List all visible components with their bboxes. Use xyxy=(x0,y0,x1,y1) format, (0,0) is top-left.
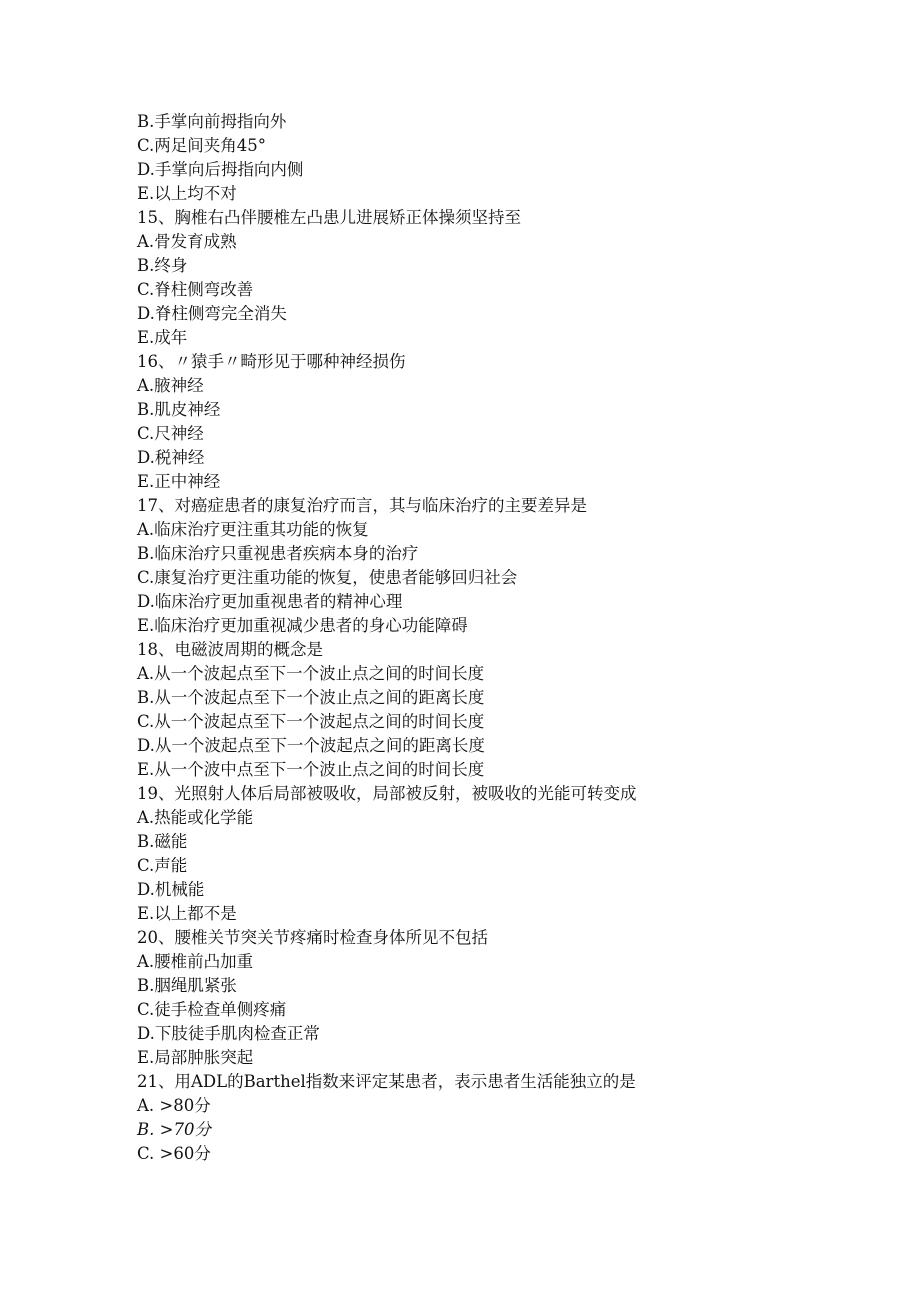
option-line: B.肌皮神经 xyxy=(137,400,221,419)
option-line: A.从一个波起点至下一个波止点之间的时间长度 xyxy=(137,664,485,683)
option-line: C.康复治疗更注重功能的恢复，使患者能够回归社会 xyxy=(137,568,518,587)
question-line: 21、用ADL的Barthel指数来评定某患者，表示患者生活能独立的是 xyxy=(137,1072,636,1091)
option-line: A.临床治疗更注重其功能的恢复 xyxy=(137,520,369,539)
option-line: D.从一个波起点至下一个波起点之间的距离长度 xyxy=(137,736,485,755)
option-line: A.腋神经 xyxy=(137,376,204,395)
option-line: C.两足间夹角45° xyxy=(137,136,267,155)
option-line: C.徒手检查单侧疼痛 xyxy=(137,1000,287,1019)
option-line: A. >80分 xyxy=(137,1096,211,1115)
question-line: 17、对癌症患者的康复治疗而言，其与临床治疗的主要差异是 xyxy=(137,496,587,515)
question-line: 20、腰椎关节突关节疼痛时检查身体所见不包括 xyxy=(137,928,488,947)
option-line: E.以上均不对 xyxy=(137,184,237,203)
option-line: C.脊柱侧弯改善 xyxy=(137,280,254,299)
option-line: B.手掌向前拇指向外 xyxy=(137,112,287,131)
question-line: 15、胸椎右凸伴腰椎左凸患儿进展矫正体操须坚持至 xyxy=(137,208,521,227)
option-line: E.局部肿胀突起 xyxy=(137,1048,254,1067)
option-line: E.从一个波中点至下一个波止点之间的时间长度 xyxy=(137,760,485,779)
option-line: E.临床治疗更加重视减少患者的身心功能障碍 xyxy=(137,616,468,635)
option-line: E.成年 xyxy=(137,328,188,347)
option-line: B.从一个波起点至下一个波止点之间的距离长度 xyxy=(137,688,485,707)
option-line: C.从一个波起点至下一个波起点之间的时间长度 xyxy=(137,712,485,731)
option-line: B.临床治疗只重视患者疾病本身的治疗 xyxy=(137,544,419,563)
question-line: 19、光照射人体后局部被吸收，局部被反射，被吸收的光能可转变成 xyxy=(137,784,637,803)
option-line: D.税神经 xyxy=(137,448,205,467)
option-line: D.临床治疗更加重视患者的精神心理 xyxy=(137,592,403,611)
option-line: B. >70分 xyxy=(137,1120,211,1139)
option-line: D.脊柱侧弯完全消失 xyxy=(137,304,287,323)
option-line: C.尺神经 xyxy=(137,424,204,443)
option-line: A.骨发育成熟 xyxy=(137,232,237,251)
option-line: A.腰椎前凸加重 xyxy=(137,952,254,971)
option-line: C.声能 xyxy=(137,856,188,875)
option-line: D.机械能 xyxy=(137,880,205,899)
question-line: 16、〃猿手〃畸形见于哪种神经损伤 xyxy=(137,352,406,371)
option-line: A.热能或化学能 xyxy=(137,808,254,827)
option-line: E.正中神经 xyxy=(137,472,221,491)
question-line: 18、电磁波周期的概念是 xyxy=(137,640,323,659)
option-line: C. >60分 xyxy=(137,1144,211,1163)
option-line: B.磁能 xyxy=(137,832,188,851)
option-line: E.以上都不是 xyxy=(137,904,237,923)
option-line: D.手掌向后拇指向内侧 xyxy=(137,160,304,179)
option-line: B.终身 xyxy=(137,256,188,275)
option-line: B.胭绳肌紧张 xyxy=(137,976,237,995)
question-text xyxy=(137,110,837,1166)
option-line: D.下肢徒手肌肉检查正常 xyxy=(137,1024,320,1043)
